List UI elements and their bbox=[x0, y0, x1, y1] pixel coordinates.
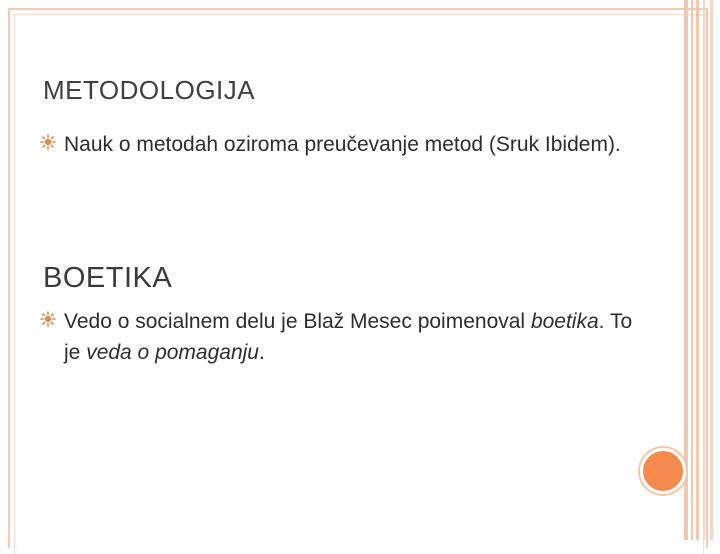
right-stripe bbox=[696, 0, 699, 540]
bullet-text: Nauk o metodah oziroma preučevanje metod (Sruk Ibidem). bbox=[64, 133, 621, 156]
right-stripe bbox=[684, 0, 688, 540]
orange-circle-decoration-icon bbox=[640, 448, 686, 494]
right-stripe bbox=[710, 0, 713, 540]
heading-boetika: BOETIKA bbox=[43, 262, 173, 294]
right-stripe bbox=[703, 0, 705, 540]
text-run-italic: veda o pomaganju bbox=[86, 341, 259, 364]
sun-bullet-icon bbox=[40, 134, 56, 150]
right-stripe bbox=[691, 0, 693, 540]
heading-metodologija: METODOLOGIJA bbox=[43, 75, 256, 105]
text-run: . bbox=[259, 341, 265, 364]
bullet-text bbox=[64, 306, 644, 368]
text-run-italic: boetika bbox=[530, 310, 599, 333]
sun-bullet-icon bbox=[40, 311, 56, 327]
text-run: Vedo o socialnem delu je Blaž Mesec poimenoval bbox=[64, 310, 531, 333]
text-run: . To je bbox=[64, 310, 633, 364]
